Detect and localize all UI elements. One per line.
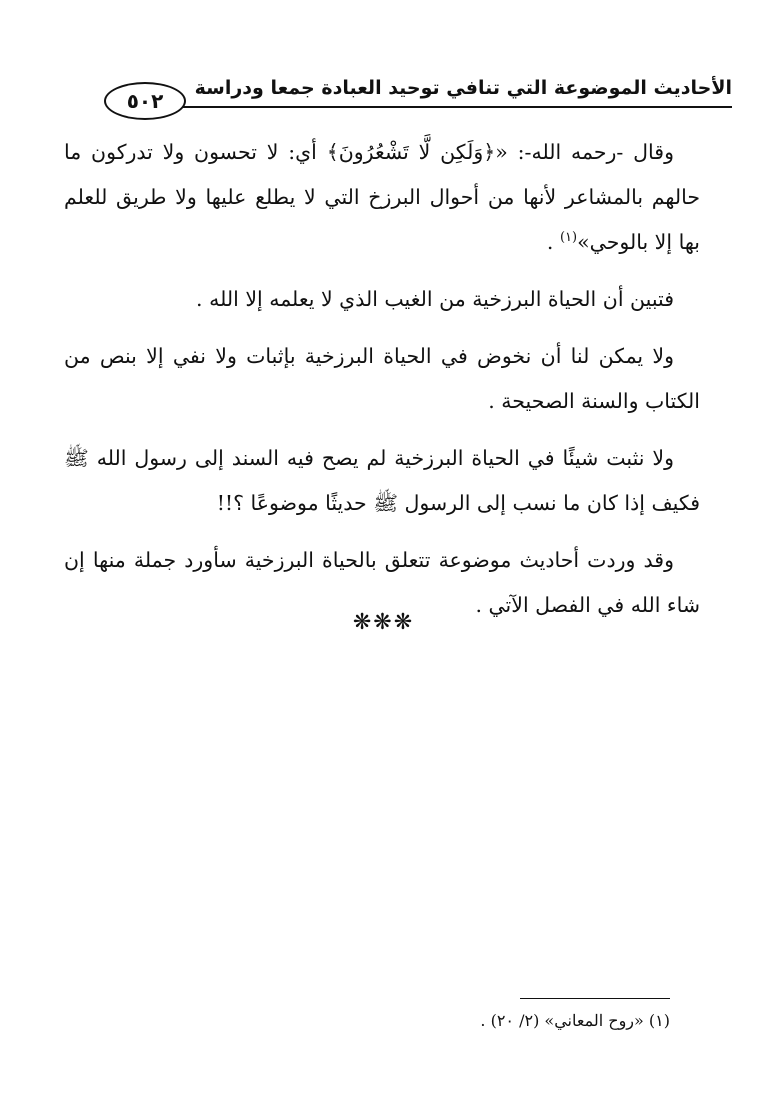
paragraph: ولا يمكن لنا أن نخوض في الحياة البرزخية بإثبات ولا نفي إلا بنص من الكتاب والسنة الصحيحة .	[64, 344, 700, 413]
page-header	[52, 62, 732, 114]
paragraph	[64, 130, 700, 265]
paragraph: وقد وردت أحاديث موضوعة تتعلق بالحياة البرزخية سأورد جملة منها إن شاء الله في الفصل الآتي .	[64, 548, 700, 617]
paragraph: فتبين أن الحياة البرزخية من الغيب الذي لا يعلمه إلا الله .	[196, 287, 674, 311]
page-number: ٥٠٢	[104, 82, 186, 120]
paragraph-end: .	[546, 230, 560, 254]
body-text	[64, 130, 700, 640]
paragraph: ولا نثبت شيئًا في الحياة البرزخية لم يصح فيه السند إلى رسول الله ﷺ فكيف إذا كان ما نسب إلى الرسول ﷺ حديثًا موضوعًا ؟!!	[64, 446, 700, 515]
footnote: (١) «روح المعاني» (٢/ ٢٠) .	[480, 1011, 670, 1030]
footnote-rule	[520, 998, 670, 999]
footnote-reference: (١)	[559, 230, 578, 246]
running-title: الأحاديث الموضوعة التي تنافي توحيد العبادة جمعا ودراسة	[194, 77, 732, 99]
header-rule	[162, 106, 732, 108]
paragraph-text: وقال -رحمه الله-: «﴿وَلَكِن لَّا تَشْعُرُونَ﴾ أي: لا تحسون ولا تدركون ما حالهم بالمشاعر لأنها من أحوال البرزخ التي لا يطلع عليها ولا طريق للعلم بها إلا بالوحي»	[64, 140, 700, 254]
section-separator: ❋❋❋	[352, 610, 415, 635]
